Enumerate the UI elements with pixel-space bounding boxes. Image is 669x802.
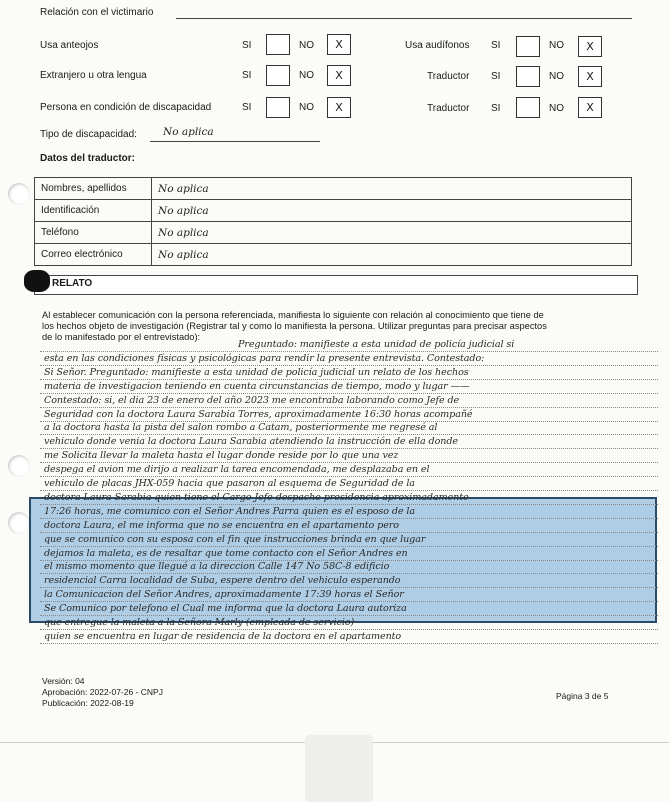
disability-si-label: SI [242, 102, 252, 113]
hearing-no-label: NO [549, 40, 564, 51]
relato-handwritten-line: que entregue la maleta a la Señora Marly (empleada de servicio) [44, 617, 355, 628]
relato-ruled-line [40, 462, 658, 463]
glasses-no-label: NO [299, 40, 314, 51]
foreigner-label: Extranjero u otra lengua [40, 70, 147, 81]
hearing-si-checkbox[interactable] [516, 36, 540, 57]
foreigner-si-checkbox[interactable] [266, 65, 290, 86]
disability-no-label: NO [299, 102, 314, 113]
relato-ruled-line [40, 587, 658, 588]
foreigner-si-label: SI [242, 70, 252, 81]
footer-publication: Publicación: 2022-08-19 [42, 698, 134, 708]
relato-ruled-line [40, 393, 658, 394]
relato-ruled-line [40, 365, 658, 366]
foreigner-no-label: NO [299, 70, 314, 81]
translator-phone-label: Teléfono [35, 222, 152, 244]
disability-label: Persona en condición de discapacidad [40, 102, 212, 113]
relato-ruled-line [40, 504, 658, 505]
relato-ruled-line [40, 643, 658, 644]
relato-ruled-line [40, 379, 658, 380]
relato-handwritten-line: quien se encuentra en lugar de residencia de la doctora en el apartamento [44, 630, 402, 642]
relato-header-bar [34, 275, 638, 295]
victim-relation-label: Relación con el victimario [40, 7, 154, 18]
translator1-no-label: NO [549, 71, 564, 82]
punch-hole [8, 183, 30, 205]
footer-version: Versión: 04 [42, 676, 85, 686]
relato-ruled-line [40, 560, 658, 561]
relato-handwritten-line: residencial Carra localidad de Suba, espere dentro del vehiculo esperando [44, 575, 401, 587]
table-row [35, 178, 632, 200]
relato-handwritten-line: Se Comunico por telefono el Cual me informa que la doctora Laura autoriza [44, 603, 407, 615]
relato-intro-line-3: de lo manifestado por el entrevistado): [42, 332, 201, 342]
relato-handwritten-line: me Solicita llevar la maleta hasta el lugar donde reside por lo que una vez [44, 450, 399, 462]
relato-title: RELATO [52, 278, 93, 289]
relato-handwritten-line: la Comunicacion del Señor Andres, aproximadamente 17:39 horas el Señor [44, 589, 404, 601]
translator-email-label: Correo electrónico [35, 244, 152, 266]
relato-ruled-line [40, 448, 658, 449]
disability-si-checkbox[interactable] [266, 97, 290, 118]
relato-ruled-line [40, 518, 658, 519]
translator2-label: Traductor [427, 103, 470, 114]
relato-handwritten-line: materia de investigacion teniendo en cuenta circunstancias de tiempo, modo y lugar —— [44, 380, 470, 392]
relato-handwritten-line: esta en las condiciones físicas y psicológicas para rendir la presente entrevista. Contestado: [44, 352, 485, 364]
redaction-mark [24, 270, 50, 292]
translator-table [34, 177, 632, 266]
glasses-no-checkbox[interactable]: X [327, 34, 351, 55]
glasses-si-checkbox[interactable] [266, 34, 290, 55]
relato-handwritten-line: Seguridad con la doctora Laura Sarabia Torres, aproximadamente 16:30 horas acompañé [44, 408, 473, 420]
relato-ruled-line [40, 407, 658, 408]
hearing-si-label: SI [491, 40, 501, 51]
glasses-si-label: SI [242, 40, 252, 51]
relato-handwritten-line: despega el avion me dirijo a realizar la tarea encomendada, me desplazaba en el [44, 464, 430, 476]
disability-type-line [150, 141, 320, 142]
relato-ruled-line [40, 490, 658, 491]
relato-handwritten-line: a la doctora hasta la pista del salon rombo a Catam, posteriormente me regresé al [44, 422, 438, 434]
faded-seal [305, 735, 373, 802]
translator1-si-checkbox[interactable] [516, 66, 540, 87]
relato-handwritten-line: Si Señor. Preguntado: manifieste a esta unidad de policía judicial un relato de los hechos [44, 366, 469, 378]
translator2-no-checkbox[interactable]: X [578, 97, 602, 118]
translator-name-label: Nombres, apellidos [35, 178, 152, 200]
translator1-no-checkbox[interactable]: X [578, 66, 602, 87]
relato-handwritten-line: dejamos la maleta, es de resaltar que tome contacto con el Señor Andres en [44, 547, 408, 559]
translator2-no-label: NO [549, 103, 564, 114]
translator-id-label: Identificación [35, 200, 152, 222]
relato-handwritten-line: vehiculo de placas JHX-059 hacia que pasaron al esquema de Seguridad de la [44, 478, 415, 489]
relato-ruled-line [40, 421, 658, 422]
relato-intro-line-1: Al establecer comunicación con la persona referenciada, manifiesta lo siguiente con relación al conocimiento que tiene de [42, 310, 544, 320]
relato-handwritten-line: doctora Laura Sarabia quien tiene el Cargo Jefe despacho presidencia aproximadamente [44, 491, 469, 503]
relato-intro-line-2: los hechos objeto de investigación (Registrar tal y como lo manifiesta la persona. Utilizar preguntas para precisar aspectos [42, 321, 547, 331]
translator2-si-checkbox[interactable] [516, 97, 540, 118]
relato-ruled-line [40, 546, 658, 547]
relato-handwritten-line: 17:26 horas, me comunico con el Señor Andres Parra quien es el esposo de la [44, 505, 416, 517]
relato-ruled-line [40, 629, 658, 630]
relato-handwritten-line: que se comunico con su esposa con el fin que instrucciones brinda en que lugar [44, 533, 426, 545]
translator2-si-label: SI [491, 103, 501, 114]
table-row [35, 200, 632, 222]
table-row [35, 222, 632, 244]
translator-name-value[interactable]: No aplica [152, 178, 632, 200]
footer-approval: Aprobación: 2022-07-26 - CNPJ [42, 687, 163, 697]
relato-ruled-line [40, 434, 658, 435]
hearing-label: Usa audífonos [405, 40, 470, 51]
table-row [35, 244, 632, 266]
hearing-no-checkbox[interactable]: X [578, 36, 602, 57]
glasses-label: Usa anteojos [40, 40, 99, 51]
foreigner-no-checkbox[interactable]: X [327, 65, 351, 86]
disability-type-value: No aplica [163, 126, 214, 138]
translator-phone-value[interactable]: No aplica [152, 222, 632, 244]
relato-handwritten-line: vehiculo donde venia la doctora Laura Sarabia atendiendo la instrucción de ella donde [44, 436, 458, 448]
disability-no-checkbox[interactable]: X [327, 97, 351, 118]
victim-relation-line [176, 18, 632, 19]
relato-handwritten-line: Contestado: si, el dia 23 de enero del año 2023 me encontraba laborando como Jefe de [44, 394, 460, 406]
punch-hole [8, 455, 30, 477]
translator-section-title: Datos del traductor: [40, 153, 136, 164]
translator-email-value[interactable]: No aplica [152, 244, 632, 266]
translator1-label: Traductor [427, 71, 470, 82]
footer-page-number: Página 3 de 5 [556, 691, 609, 701]
relato-ruled-line [40, 476, 658, 477]
relato-ruled-line [40, 615, 658, 616]
punch-hole [8, 512, 30, 534]
relato-handwritten-line: Preguntado: manifieste a esta unidad de policía judicial si [238, 339, 515, 350]
relato-handwritten-line: el mismo momento que llegué a la direccion Calle 147 No 58C-8 edificio [44, 561, 390, 573]
relato-handwritten-line: doctora Laura, el me informa que no se encuentra en el apartamento pero [44, 519, 399, 531]
relato-ruled-line [40, 601, 658, 602]
translator1-si-label: SI [491, 71, 501, 82]
relato-ruled-line [40, 573, 658, 574]
disability-type-label: Tipo de discapacidad: [40, 129, 137, 140]
translator-id-value[interactable]: No aplica [152, 200, 632, 222]
relato-ruled-line [40, 351, 658, 352]
relato-ruled-line [40, 532, 658, 533]
